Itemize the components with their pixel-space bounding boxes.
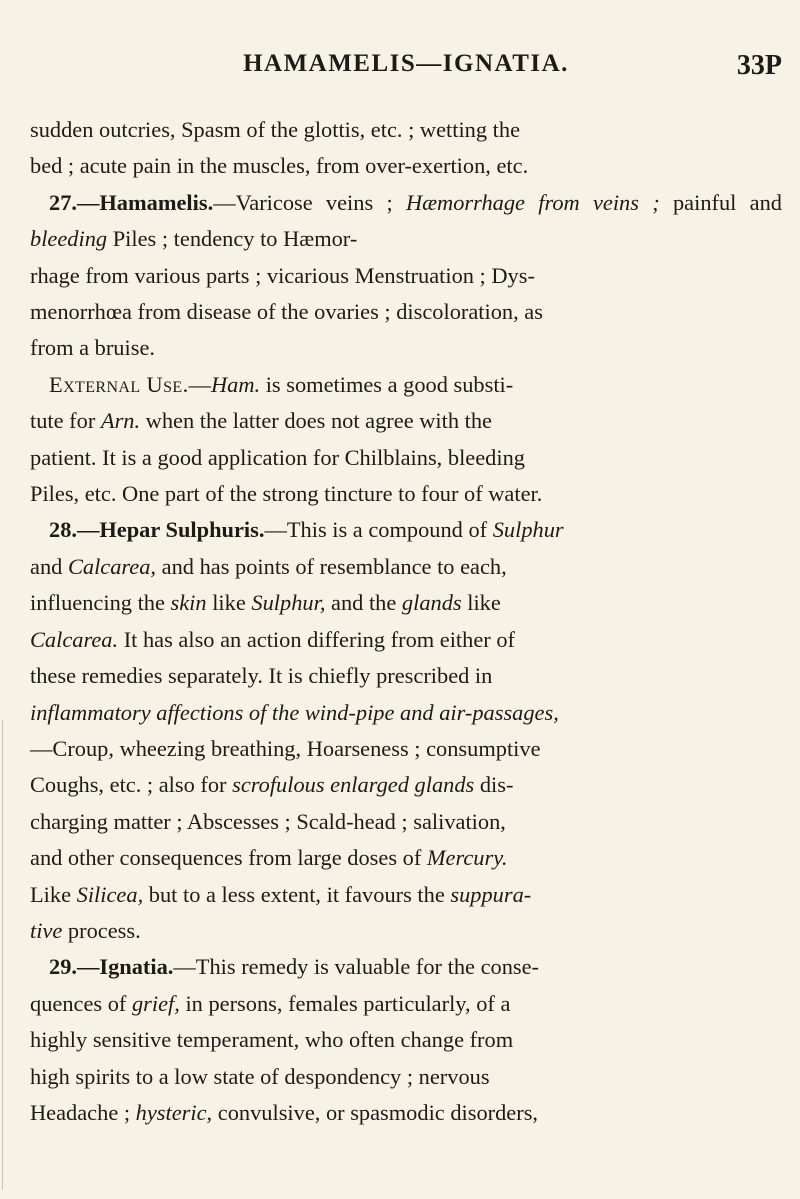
page-number: 33P	[736, 50, 782, 81]
text-line: bed ; acute pain in the muscles, from over-exertion, etc.	[30, 153, 529, 179]
text-line: high spirits to a low state of despondency ; nervous	[30, 1063, 490, 1089]
text-line: Calcarea. It has also an action differing from either of	[30, 626, 515, 652]
text-line: from a bruise.	[30, 335, 155, 361]
external-use-label: External Use.	[49, 371, 189, 397]
text-line: highly sensitive temperament, who often change from	[30, 1027, 514, 1053]
page-edge-shadow	[2, 720, 3, 1190]
text-line: rhage from various parts ; vicarious Menstruation ; Dys-	[30, 262, 535, 288]
text-line: patient. It is a good application for Chilblains, bleeding	[30, 444, 525, 470]
text-line: tive process.	[30, 917, 141, 943]
page-body	[30, 112, 782, 1131]
text-line: sudden outcries, Spasm of the glottis, etc. ; wetting the	[30, 117, 521, 142]
external-use-paragraph: External Use.—Ham. is sometimes a good substi-	[49, 371, 514, 397]
text-line: tute for Arn. when the latter does not agree with the	[30, 408, 492, 434]
text-line: and Calcarea, and has points of resemblance to each,	[30, 553, 507, 579]
text-line: Headache ; hysteric, convulsive, or spasmodic disorders,	[30, 1099, 539, 1125]
text-line: menorrhœa from disease of the ovaries ; discoloration, as	[30, 299, 543, 325]
running-head	[30, 50, 782, 86]
section-heading: 27.—Hamamelis.	[49, 189, 214, 215]
page-title: HAMAMELIS—IGNATIA.	[243, 50, 569, 77]
section-heading: 28.—Hepar Sulphuris.	[49, 517, 265, 543]
book-page	[30, 50, 782, 1131]
text-line: Piles, etc. One part of the strong tincture to four of water.	[30, 481, 543, 507]
text-line: influencing the skin like Sulphur, and the glands like	[30, 590, 501, 616]
text-line: —Croup, wheezing breathing, Hoarseness ; consumptive	[30, 735, 541, 761]
section-29-ignatia: 29.—Ignatia.—This remedy is valuable for the conse-	[49, 954, 540, 980]
text-line: charging matter ; Abscesses ; Scald-head ; salivation,	[30, 808, 506, 834]
text-line: Like Silicea, but to a less extent, it favours the suppura-	[30, 881, 532, 907]
section-27-hamamelis: 27.—Hamamelis.—Varicose veins ; Hæmorrhage from veins ; painful and bleeding Piles ; tendency to Hæmor-	[30, 189, 782, 252]
text-line: quences of grief, in persons, females particularly, of a	[30, 990, 511, 1016]
section-28-hepar-sulphuris: 28.—Hepar Sulphuris.—This is a compound of Sulphur	[49, 517, 564, 543]
section-heading: 29.—Ignatia.	[49, 954, 174, 980]
text-line: inflammatory affections of the wind-pipe and air-passages,	[30, 699, 559, 725]
text-line: Coughs, etc. ; also for scrofulous enlarged glands dis-	[30, 772, 514, 798]
text-line: these remedies separately. It is chiefly prescribed in	[30, 663, 493, 689]
text-line: and other consequences from large doses of Mercury.	[30, 845, 508, 871]
